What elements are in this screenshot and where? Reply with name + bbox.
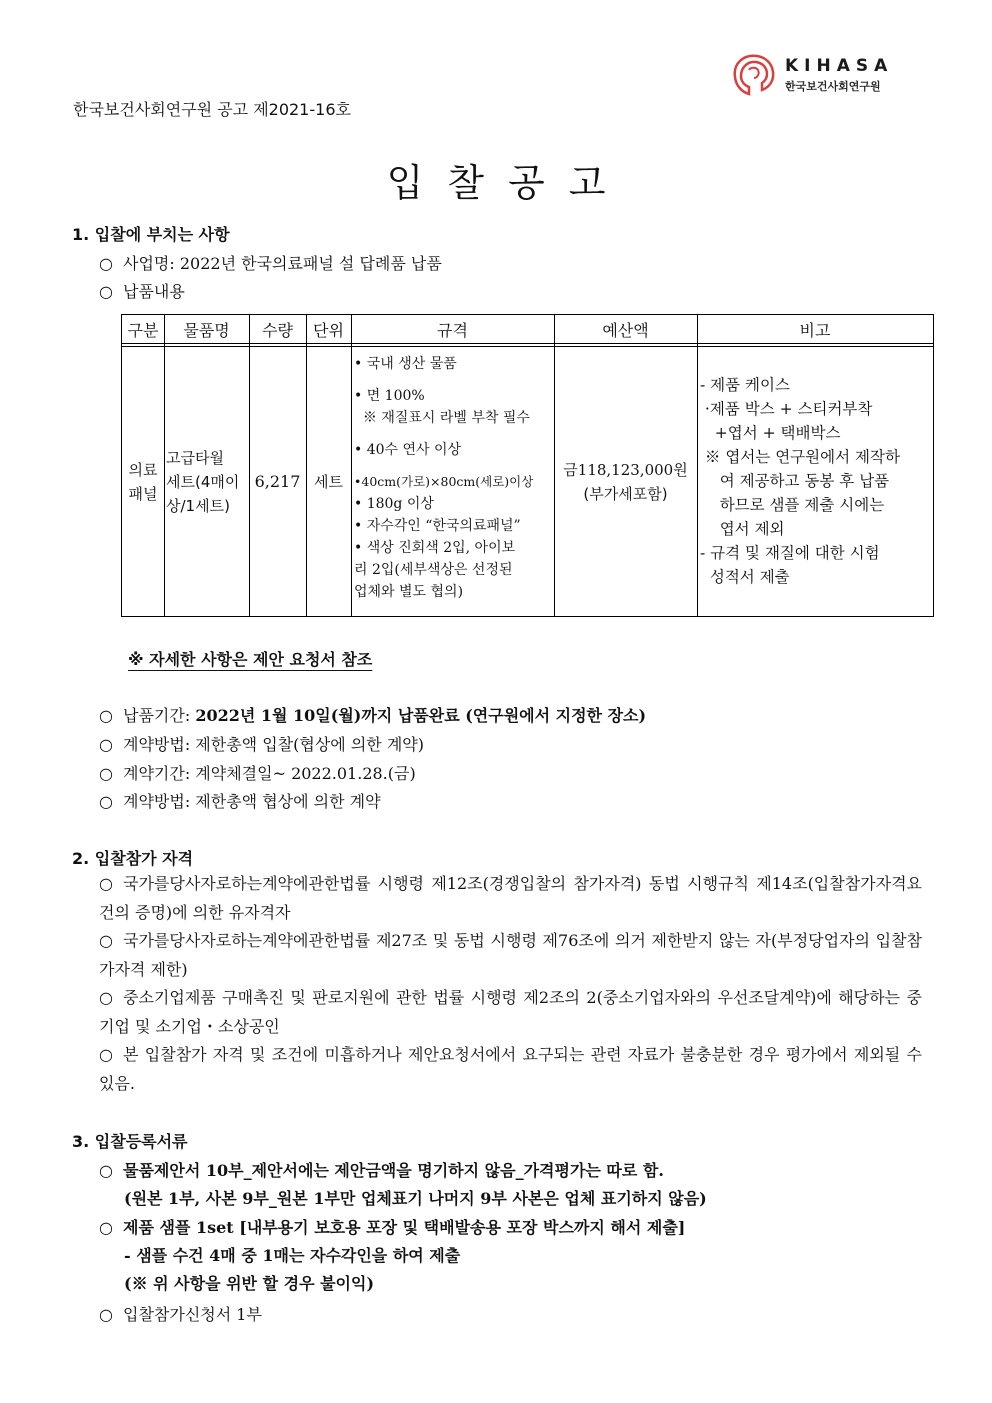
bullet-circle: ○ bbox=[99, 1045, 113, 1064]
table-header-category: 구분 bbox=[127, 321, 159, 340]
page-title: 입찰공고 bbox=[386, 161, 630, 205]
qualification-text: 국가를당사자로하는계약에관한법률 제27조 및 동법 시행령 제76조에 의거 제한받지 않는 자(부정당업자의 입찰참가자격 제한) bbox=[99, 931, 922, 979]
section-2-heading: 2. 입찰참가 자격 bbox=[72, 849, 194, 868]
kihasa-logo-icon bbox=[727, 50, 777, 100]
contract-period: 계약기간: 계약체결일~ 2022.01.28.(금) bbox=[123, 764, 416, 783]
bullet-circle: ○ bbox=[99, 254, 113, 273]
logo-subtitle: 한국보건사회연구원 bbox=[785, 80, 881, 93]
bullet-circle: ○ bbox=[99, 1305, 113, 1324]
table-cell-spec bbox=[354, 353, 554, 617]
remark-line: - 규격 및 재질에 대한 시험 bbox=[700, 544, 880, 562]
bullet-circle: ○ bbox=[99, 931, 113, 950]
delivery-table bbox=[121, 314, 934, 617]
delivery-content-item bbox=[99, 279, 185, 302]
qualification-item bbox=[99, 1041, 922, 1098]
budget-note: (부가세포함) bbox=[583, 485, 668, 503]
project-name: 사업명: 2022년 한국의료패널 설 답례품 납품 bbox=[123, 254, 442, 273]
contract-method-item bbox=[99, 732, 424, 755]
spec-line: 업체와 별도 협의) bbox=[354, 584, 464, 600]
kihasa-logo bbox=[727, 50, 917, 100]
qualification-text: 본 입찰참가 자격 및 조건에 미흡하거나 제안요청서에서 요구되는 관련 자료가 불충분한 경우 평가에서 제외될 수 있음. bbox=[99, 1045, 922, 1093]
table-cell-unit: 세트 bbox=[314, 473, 343, 491]
remark-line: ※ 엽서는 연구원에서 제작하 bbox=[700, 448, 900, 466]
table-header-budget: 예산액 bbox=[602, 321, 649, 340]
qualification-text: 중소기업제품 구매촉진 및 판로지원에 관한 법률 시행령 제2조의 2(중소기업자와의 우선조달계약)에 해당하는 중기업 및 소기업・소상공인 bbox=[99, 988, 922, 1036]
table-header-spec: 규격 bbox=[437, 321, 468, 340]
qualification-text: 국가를당사자로하는계약에관한법률 시행령 제12조(경쟁입찰의 참가자격) 동법 시행규칙 제14조(입찰참가자격요건의 증명)에 의한 유자격자 bbox=[99, 874, 922, 922]
table-cell-budget bbox=[554, 347, 697, 617]
spec-line: • 180g 이상 bbox=[354, 496, 434, 512]
reference-note: ※ 자세한 사항은 제안 요청서 참조 bbox=[128, 650, 373, 669]
remark-line: +엽서 + 택배박스 bbox=[700, 424, 841, 442]
qualification-item bbox=[99, 927, 922, 984]
contract-method2: 계약방법: 제한총액 협상에 의한 계약 bbox=[123, 792, 381, 811]
budget-amount: 금118,123,000원 bbox=[563, 461, 688, 479]
bullet-circle: ○ bbox=[99, 874, 113, 893]
remark-line: - 제품 케이스 bbox=[700, 376, 790, 394]
remark-line: 하므로 샘플 제출 시에는 bbox=[700, 496, 885, 514]
spec-line: • 색상 진회색 2입, 아이보 bbox=[354, 540, 516, 556]
bullet-circle: ○ bbox=[99, 735, 113, 754]
spec-line: •40cm(가로)×80cm(세로)이상 bbox=[354, 474, 534, 489]
contract-period-item bbox=[99, 761, 416, 784]
document-continuation: (※ 위 사항을 위반 할 경우 불이익) bbox=[124, 1274, 375, 1293]
section-1-heading: 1. 입찰에 부치는 사항 bbox=[72, 225, 230, 244]
document-item bbox=[99, 1215, 685, 1238]
table-header-item-name: 물품명 bbox=[183, 321, 230, 340]
table-cell-item-name: 고급타월 세트(4매이 상/1세트) bbox=[166, 449, 240, 515]
document-item bbox=[99, 1302, 262, 1325]
bullet-circle: ○ bbox=[99, 706, 113, 725]
spec-line: 리 2입(세부색상은 선정된 bbox=[354, 562, 513, 578]
bullet-circle: ○ bbox=[99, 792, 113, 811]
logo-name: KIHASA bbox=[785, 56, 894, 76]
bullet-circle: ○ bbox=[99, 988, 113, 1007]
notice-number: 한국보건사회연구원 공고 제2021-16호 bbox=[73, 100, 351, 119]
remark-line: 엽서 제외 bbox=[700, 520, 785, 538]
delivery-content-label: 납품내용 bbox=[123, 282, 185, 301]
qualification-item bbox=[99, 870, 922, 927]
spec-line: • 면 100% bbox=[354, 388, 425, 404]
spec-line: ※ 재질표시 라벨 부착 필수 bbox=[354, 410, 530, 426]
document-item bbox=[99, 1158, 664, 1181]
spec-line: • 자수각인 “한국의료패널” bbox=[354, 518, 521, 534]
document-continuation: - 샘플 수건 4매 중 1매는 자수각인을 하여 제출 bbox=[124, 1246, 461, 1265]
delivery-period-value: 2022년 1월 10일(월)까지 납품완료 (연구원에서 지정한 장소) bbox=[195, 706, 647, 725]
bullet-circle: ○ bbox=[99, 1161, 113, 1180]
spec-line: • 국내 생산 물품 bbox=[354, 356, 457, 372]
bullet-circle: ○ bbox=[99, 282, 113, 301]
remark-line: 성적서 제출 bbox=[700, 568, 790, 586]
delivery-period-item bbox=[99, 703, 646, 726]
bullet-circle: ○ bbox=[99, 1218, 113, 1237]
table-header-quantity: 수량 bbox=[262, 321, 293, 340]
table-header-remarks: 비고 bbox=[799, 321, 831, 340]
table-cell-category: 의료 패널 bbox=[128, 461, 158, 503]
remark-line: ·제품 박스 + 스티커부착 bbox=[700, 400, 873, 418]
delivery-period-label: 납품기간: bbox=[123, 706, 196, 725]
spec-line: • 40수 연사 이상 bbox=[354, 442, 462, 458]
document-continuation: (원본 1부, 사본 9부_원본 1부만 업체표기 나머지 9부 사본은 업체 표기하지 않음) bbox=[124, 1189, 707, 1208]
table-cell-remarks bbox=[700, 373, 932, 617]
section-3-heading: 3. 입찰등록서류 bbox=[72, 1132, 188, 1151]
contract-method: 계약방법: 제한총액 입찰(협상에 의한 계약) bbox=[123, 735, 424, 754]
qualification-item bbox=[99, 984, 922, 1041]
bullet-circle: ○ bbox=[99, 764, 113, 783]
document-text: 제품 샘플 1set [내부용기 보호용 포장 및 택배발송용 포장 박스까지 해서 제출] bbox=[123, 1218, 686, 1237]
document-text: 입찰참가신청서 1부 bbox=[123, 1305, 262, 1324]
project-name-item bbox=[99, 251, 442, 274]
remark-line: 여 제공하고 동봉 후 납품 bbox=[700, 472, 890, 490]
table-header-unit: 단위 bbox=[313, 321, 344, 340]
table-cell-quantity: 6,217 bbox=[254, 472, 301, 491]
contract-method2-item bbox=[99, 789, 381, 812]
document-text: 물품제안서 10부_제안서에는 제안금액을 명기하지 않음_가격평가는 따로 함. bbox=[123, 1161, 664, 1180]
